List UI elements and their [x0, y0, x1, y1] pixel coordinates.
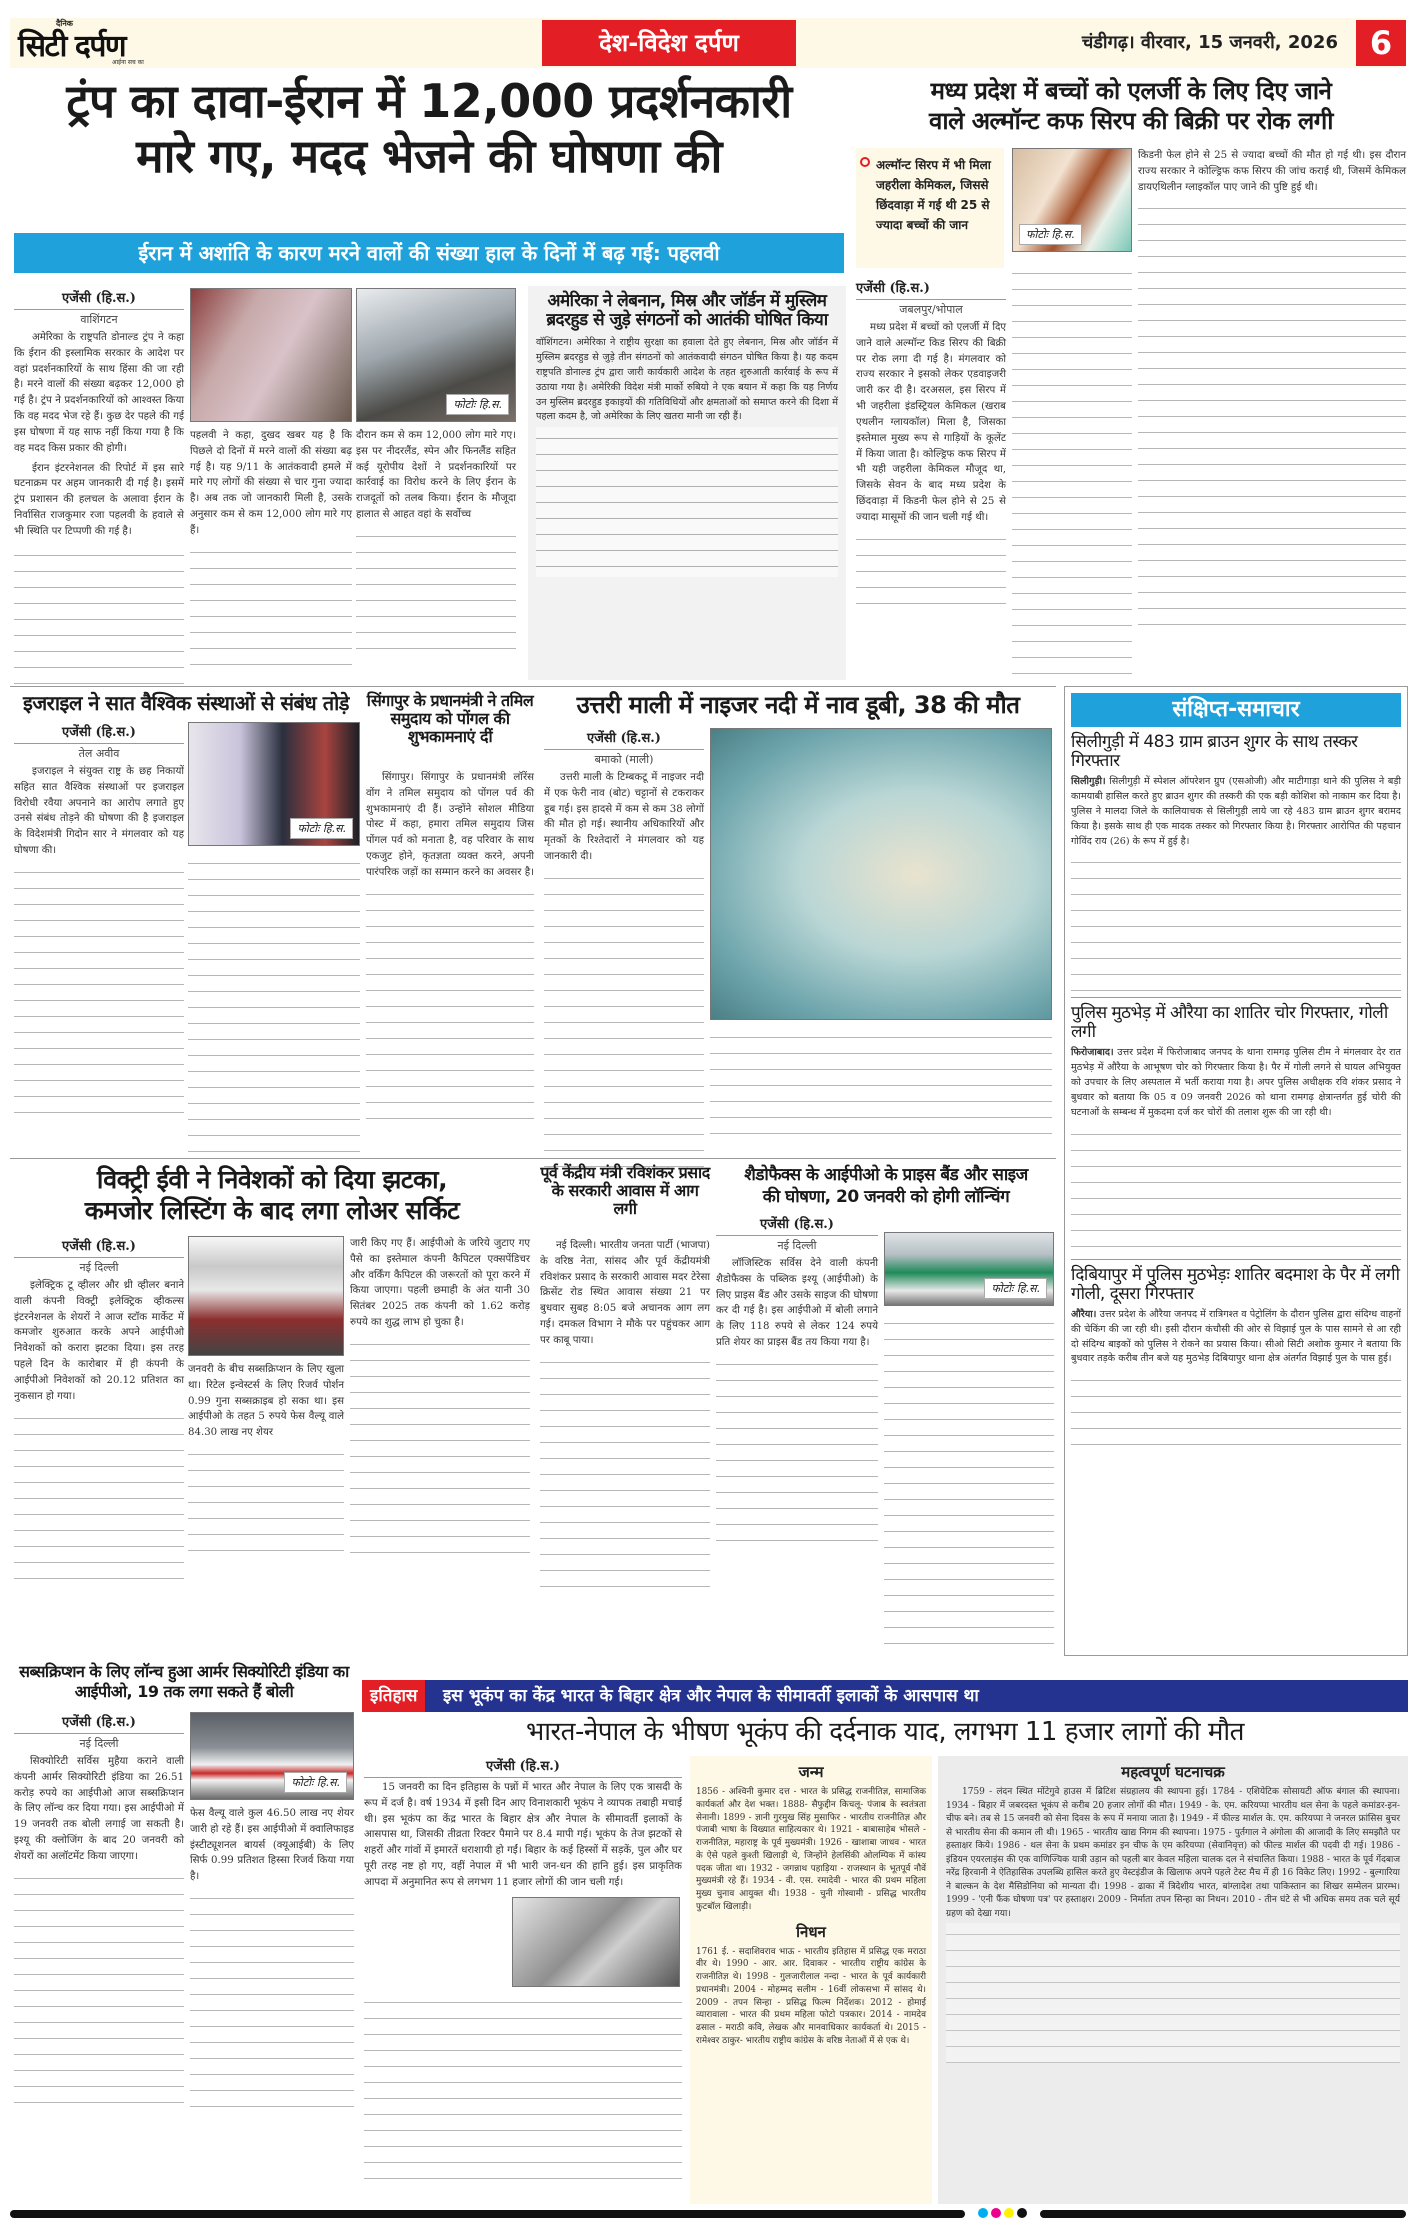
shadowfax-text: लॉजिस्टिक सर्विस देने वाली कंपनी शैडोफैक्स के पब्लिक इश्यू (आईपीओ) के लिए प्राइस बैंड और उसके साइज की घोषणा कर दी गई है। इस आईपीओ में बोली लगाने के लिए 118 रुपये से लेकर 124 रुपये प्रति शेयर का प्राइस बैंड तय किया गया है।: [716, 1258, 878, 1349]
lead-para-1: अमेरिका के राष्ट्रपति डोनाल्ड ट्रंप ने कहा कि ईरान की इस्लामिक सरकार के आदेश पर वहां प्रदर्शनकारियों के साथ हिंसा की जा रही है। मरने वालों की संख्या बढ़कर 12,000 हो गई है। ट्रंप ने प्रदर्शनकारियों को आश्वस्त किया कि वह मदद भेज रहे हैं। कुछ देर पहले की गई इस घोषणा में यह साफ नहीं किया गया है कि वह मदद किस प्रकार की होगी।: [14, 332, 184, 454]
story-dateline: नई दिल्ली: [79, 1261, 119, 1274]
yellow-dot-icon: [1004, 2208, 1014, 2218]
divider: [1071, 997, 1401, 998]
magenta-dot-icon: [991, 2208, 1001, 2218]
armour-col-2-text: फेस वैल्यू वाले कुल 46.50 लाख नए शेयर जारी हो रहे हैं। इस आईपीओ में क्वालिफाइड इंस्टीट्यूशनल बायर्स (क्यूआईबी) के लिए सिर्फ 0.99 प्रतिशत हिस्सा रिजर्व किया गया है।: [190, 1808, 354, 1883]
mali-continued: [544, 867, 704, 1167]
history-continued: [364, 1991, 682, 2191]
ravishankar-continued: [540, 1351, 710, 1601]
page-number: 6: [1356, 20, 1406, 66]
births-text: 1856 - अश्विनी कुमार दत्त - भारत के प्रसिद्ध राजनीतिज्ञ, सामाजिक कार्यकर्ता और देश भक्त। 1888- सैफुद्दीन किचलू- पंजाब के स्वतंत्रता सेनानी। 1899 - ज्ञानी गुरमुख सिंह मुसाफिर - भारतीय राजनीतिज्ञ और पंजाबी भाषा के विख्यात साहित्यकार थे। 1921 - बाबासाहेब भोसले - राजनीतिज्ञ, महाराष्ट्र के पूर्व मुख्यमंत्री। 1926 - खाशाबा जाधव - भारत के ऐसे पहले कुश्ती खिलाड़ी थे, जिन्होंने हेलसिंकी ओलम्पिक में कांस्य पदक जीता था। 1932 - जगन्नाथ पहाड़िया - राजस्थान के भूतपूर्व नौवें मुख्यमंत्री रहे हैं। 1934 - वी. एस. रमादेवी - भारत की प्रथम महिला मुख्य चुनाव आयुक्त थी। 1938 - चुनी गोस्वामी - प्रसिद्ध भारतीय फुटबॉल खिलाड़ी।: [696, 1787, 926, 1912]
agency-byline: एजेंसी (हि.स.): [716, 1214, 878, 1236]
victory-col-2-continued: [188, 1443, 344, 1563]
shadowfax-headline-line1: शैडोफैक्स के आईपीओ के प्राइस बैंड और साइज: [744, 1165, 1028, 1185]
lead-col-2-text: पहलवी ने कहा, दुखद खबर यह है कि पिछले दो दिनों में मरने वालों की संख्या बढ़ गई है। यह 9/11 के आतंकवादी हमले में मारे गए लोगों की संख्या से चार गुना ज्यादा है। अब तक जो जानकारी मिली है, उसके अनुसार कम से कम 12,000 लोग मारे गए हैं।: [190, 430, 352, 536]
brief-dateline: औरैया।: [1071, 1308, 1097, 1320]
story-dateline: नई दिल्ली: [777, 1239, 817, 1252]
cough-syrup-headline: [856, 76, 1406, 136]
divider: [10, 686, 1056, 687]
victory-headline: [14, 1164, 530, 1227]
brief-body: [1071, 1046, 1401, 1120]
brief-text: सिलीगुड़ी में स्पेशल ऑपरेशन ग्रुप (एसओजी) और माटीगाड़ा थाने की पुलिस ने बड़ी कामयाबी हासिल करते हुए ब्राउन शुगर की तस्करी की एक बड़ी कोशिश को नाकाम कर दिया है। पुलिस ने मालदा जिले के कालियाचक से सिलीगुड़ी लाये जा रहे 483 ग्राम ब्राउन शुगर बरामद किया है। इसके साथ ही एक मादक तस्कर को गिरफ्तार किया है। गिरफ्तार आरोपित की पहचान गोविंद राय (26) के रूप में हुई है।: [1071, 776, 1401, 847]
events-title: महत्वपूर्ण घटनाचक्र: [1121, 1763, 1225, 1781]
armour-col-1-text: सिक्योरिटी सर्विस मुहैया कराने वाली कंपनी आर्मर सिक्योरिटी इंडिया का 26.51 करोड़ रुपये का आईपीओ आज सब्सक्रिप्शन के लिए लॉन्च कर दिया गया। इस आईपीओ में 19 जनवरी तक बोली लगाई जा सकती है। इश्यू की क्लोजिंग के बाद 20 जनवरी को शेयरों का अलॉटमेंट किया जाएगा।: [14, 1756, 184, 1862]
agency-byline: एजेंसी (हि.स.): [14, 1712, 184, 1734]
brief-item: [1071, 733, 1401, 991]
lead-col-1: [14, 288, 184, 694]
victory-col-1: [14, 1236, 184, 1587]
logo-tagline: आईना सच का: [112, 59, 144, 66]
section-label: [542, 20, 796, 66]
briefs-title-text: संक्षिप्त-समाचार: [1172, 697, 1300, 722]
agency-byline: एजेंसी (हि.स.): [856, 278, 1006, 300]
lead-headline-line2: मारे गए, मदद भेजने की घोषणा की: [136, 129, 722, 184]
divider: [10, 1158, 1056, 1159]
history-text: 15 जनवरी का दिन इतिहास के पन्नों में भारत और नेपाल के लिए एक त्रासदी के रूप में दर्ज है। वर्ष 1934 में इसी दिन आए विनाशकारी भूकंप ने व्यापक तबाही मचाई थी। इस भूकंप का केंद्र भारत के बिहार क्षेत्र और नेपाल के सीमावर्ती इलाकों के आसपास था, जिसकी तीव्रता रिक्टर पैमाने पर 8.4 मापी गई। भूकंप के तेज झटकों से शहरों और गांवों में इमारतें धराशायी हो गईं। बिहार के कई हिस्सों में सड़कें, पुल और घर पूरी तरह नष्ट हो गए, वहीं नेपाल में भी भारी जन-धन की हानि हुई। इस प्राकृतिक आपदा में अनुमानित रूप से लगभग 11 हजार लोगों की जान चली गई।: [364, 1782, 682, 1888]
events-continued: [946, 1923, 1400, 2063]
agency-byline: एजेंसी (हि.स.): [14, 288, 184, 310]
shadowfax-trucks-photo: [884, 1232, 1054, 1306]
victory-erickshaw-photo: [188, 1236, 344, 1356]
lead-col-1-continued: [14, 544, 184, 694]
story-dateline: वाशिंगटन: [80, 313, 118, 326]
lead-col-3: [356, 428, 516, 655]
logo-small-label: दैनिक: [56, 19, 73, 28]
cough-syrup-col-1-text: मध्य प्रदेश में बच्चों को एलर्जी में दिए जाने वाले अल्मॉन्ट किड सिरप की बिक्री पर रोक लगा दी गई है। मंगलवार को राज्य सरकार ने इसको लेकर एडवाइजरी जारी कर दी है। दरअसल, इस सिरप में भी जहरीला इंडस्ट्रियल केमिकल (खराब एथलीन ग्लायकॉल) मिला है, जिसका इस्तेमाल मुख्य रूप से गाड़ियों के कूलेंट में किया जाता है। कोल्ड्रिफ कफ सिरप में भी यही जहरीला केमिकल मौजूद था, जिसके सेवन के बाद मध्य प्रदेश के छिंदवाड़ा में किडनी फेल होने से 25 से ज्यादा मासूमों की जान चली गई थी।: [856, 322, 1006, 523]
history-strap-text: इस भूकंप का केंद्र भारत के बिहार क्षेत्र और नेपाल के सीमावर्ती इलाकों के आसपास था: [442, 1686, 979, 1706]
armour-col-1-continued: [14, 1867, 184, 2117]
cough-syrup-col-3-text: किडनी फेल होने से 25 से ज्यादा बच्चों की मौत हो गई थी। इस दौरान राज्य सरकार ने कोल्ड्रिफ कफ सिरप की जांच कराई थी, जिसमें केमिकल डायएथिलीन ग्लाइकॉल पाए जाने की पुष्टि हुई थी।: [1138, 150, 1406, 193]
lead-col-2: [190, 428, 352, 671]
brief-body: [1071, 1308, 1401, 1367]
cyan-dot-icon: [978, 2208, 988, 2218]
cough-syrup-col-3: [1138, 148, 1406, 637]
section-label-text: देश-विदेश दर्पण: [599, 29, 739, 57]
mali-text: उत्तरी माली के टिम्बकटू में नाइजर नदी में एक फेरी नाव (बोट) चट्टानों से टकराकर डूब गई। इस हादसे में कम से कम 38 लोगों की मौत हो गई। स्थानीय अधिकारियों और मृतकों के रिश्तेदारों ने मंगलवार को यह जानकारी दी।: [544, 772, 704, 863]
lead-strap: [14, 233, 844, 273]
singapore-story: [366, 770, 534, 1133]
shadowfax-continued: [716, 1353, 878, 1553]
deaths-title: निधन: [796, 1922, 826, 1941]
israel-continued: [14, 861, 184, 1121]
history-strap: [362, 1680, 1408, 1712]
cough-syrup-highlight: [856, 148, 1004, 268]
divider: [1071, 1259, 1401, 1260]
cough-syrup-col-1-continued: [856, 528, 1006, 618]
cough-syrup-highlight-text: अल्मॉन्ट सिरप में भी मिला जहरीला केमिकल, जिससे छिंदवाड़ा में गई थी 25 से ज्यादा बच्चों की जान: [876, 158, 991, 232]
photo-credit: फोटोः हि.स.: [290, 818, 353, 839]
brief-text: उत्तर प्रदेश के औरैया जनपद में रात्रिगश्त व पेट्रोलिंग के दौरान पुलिस द्वारा संदिग्ध वाहनों की चेकिंग की जा रही थी। इसी दौरान कंचौसी की ओर से विझाई पुल के पास सामने से आ रही दो संदिग्ध बाइकों को पुलिस ने रोकने का प्रयास किया। सीओ सिटी अशोक कुमार ने बताया कि बुधवार तड़के करीब तीन बजे यह मुठभेड़ दिबियापुर थाना क्षेत्र अंतर्गत विझाई पुल के पास हुई।: [1071, 1308, 1401, 1365]
black-dot-icon: [1017, 2208, 1027, 2218]
photo-credit: फोटोः हि.स.: [984, 1278, 1047, 1299]
mali-col-1: [544, 728, 704, 1167]
lead-headline-line1: ट्रंप का दावा-ईरान में 12,000 प्रदर्शनकारी: [66, 74, 792, 128]
armour-col-2-continued: [190, 1887, 354, 2117]
brotherhood-headline: अमेरिका ने लेबनान, मिस्र और जॉर्डन में मुस्लिम ब्रदरहुड से जुड़े संगठनों को आतंकी घोषित किया: [546, 291, 828, 331]
brief-dateline: फिरोजाबाद।: [1071, 1047, 1114, 1059]
footer-bar-right: [1040, 2210, 1406, 2218]
mali-bottom-text: [710, 1026, 1052, 1146]
cough-syrup-col-2: [1012, 262, 1132, 682]
agency-byline: एजेंसी (हि.स.): [14, 722, 184, 744]
singapore-headline: सिंगापुर के प्रधानमंत्री ने तमिल समुदाय को पोंगल की शुभकामनाएं दीं: [366, 691, 534, 746]
story-dateline: नई दिल्ली: [79, 1737, 119, 1750]
masthead: [10, 18, 1406, 68]
photo-credit: फोटोः हि.स.: [1019, 224, 1082, 245]
story-dateline: तेल अवीव: [78, 747, 120, 760]
lead-col-3-continued: [356, 525, 516, 655]
victory-col-1-text: इलेक्ट्रिक टू व्हीलर और थ्री व्हीलर बनाने वाली कंपनी विक्ट्री इलेक्ट्रिक व्हीकल्स इंटरनेशनल के शेयरों ने आज स्टॉक मार्केट में कमजोर शुरुआत करके अपने आईपीओ निवेशकों को करारा झटका दिया। इस तरह पहले दिन के कारोबार में ही कंपनी के आईपीओ निवेशकों को 20.12 प्रतिशत का नुकसान हो गया।: [14, 1280, 184, 1402]
history-events: [938, 1756, 1408, 2204]
logo-text: सिटी दर्पण: [18, 29, 126, 64]
story-dateline: जबलपुर/भोपाल: [899, 303, 963, 316]
brotherhood-continued: [536, 427, 838, 577]
footer-bar-left: [10, 2210, 965, 2218]
cough-syrup-photo: [1012, 148, 1132, 252]
history-headline: भारत-नेपाल के भीषण भूकंप की दर्दनाक याद, लगभग 11 हजार लागों की मौत: [525, 1717, 1244, 1747]
singapore-continued: [366, 883, 534, 1133]
victory-col-3-text: जारी किए गए हैं। आईपीओ के जरिये जुटाए गए पैसे का इस्तेमाल कंपनी कैपिटल एक्सपेंडिचर और वर्किंग कैपिटल की जरूरतों को पूरा करने में किया जाएगा। पहली छमाही के अंत यानी 30 सितंबर 2025 तक कंपनी को 1.62 करोड़ रुपये का शुद्ध लाभ हो चुका है।: [350, 1238, 530, 1329]
ravishankar-text: नई दिल्ली। भारतीय जनता पार्टी (भाजपा) के वरिष्ठ नेता, सांसद और पूर्व केंद्रीयमंत्री रविशंकर प्रसाद के सरकारी आवास मदर टेरेसा क्रिसेंट रोड स्थित आवास संख्या 21 पर बुधवार सुबह 8:05 बजे अचानक आग लग गई। दमकल विभाग ने मौके पर पहुंचकर आग पर काबू पाया।: [540, 1240, 710, 1346]
shadowfax-headline: [716, 1164, 1056, 1208]
history-main-story: [364, 1756, 682, 2191]
lead-headline: [14, 74, 844, 184]
dateline-header: चंडीगढ़। वीरवार, 15 जनवरी, 2026: [1081, 32, 1338, 53]
israel-photo: [188, 722, 360, 846]
singapore-text: सिंगापुर। सिंगापुर के प्रधानमंत्री लॉरेंस वोंग ने तमिल समुदाय को पोंगल पर्व की शुभकामनाएं दी हैं। उन्होंने सोशल मीडिया पोस्ट में कहा, हमारा तमिल समुदाय जिस पोंगल पर्व को मनाता है, वह परिवार के साथ एकजुट होने, कृतज्ञता व्यक्त करने, अपनी पारंपरिक जड़ों का सम्मान करने का अवसर है।: [366, 772, 534, 878]
lead-para-2: ईरान इंटरनेशनल की रिपोर्ट में इस सारे घटनाक्रम पर अहम जानकारी दी गई है। इसमें ट्रंप प्रशासन की हलचल के अलावा ईरान के निर्वासित राजकुमार रजा पहलवी के हवाले से भी स्थिति पर टिप्पणी की गई है।: [14, 462, 184, 537]
history-tag: इतिहास: [362, 1680, 425, 1712]
story-dateline: बमाको (माली): [594, 753, 654, 766]
israel-col-2: [188, 852, 360, 1152]
armour-cars-photo: [190, 1712, 354, 1800]
shadowfax-headline-line2: की घोषणा, 20 जनवरी को होगी लॉन्चिंग: [762, 1187, 1010, 1208]
brotherhood-text: वॉशिंगटन। अमेरिका ने राष्ट्रीय सुरक्षा का हवाला देते हुए लेबनान, मिस्र और जॉर्डन में मुस्लिम ब्रदरहुड से जुड़े तीन संगठनों को आतंकवादी संगठन घोषित किया है। यह कदम राष्ट्रपति डोनाल्ड ट्रंप द्वारा जारी कार्यकारी आदेश के तहत शुरुआती कार्रवाई के रूप में उठाया गया है। अमेरिकी विदेश मंत्री मार्को रुबियो ने एक बयान में कहा कि यह निर्णय उन मुस्लिम ब्रदरहुड इकाइयों की गतिविधियों और क्षमताओं को समाप्त करने की दिशा में पहला कदम है, जो अमेरिका के लिए खतरा मानी जा रही हैं।: [536, 337, 838, 423]
cough-syrup-col-3-continued: [1138, 197, 1406, 637]
agency-byline: एजेंसी (हि.स.): [544, 728, 704, 750]
victory-headline-line2: कमजोर लिस्टिंग के बाद लगा लोअर सर्किट: [84, 1196, 460, 1226]
brief-continued: [1071, 1123, 1401, 1253]
shadowfax-col-2: [884, 1312, 1054, 1652]
brief-dateline: सिलीगुड़ी।: [1071, 776, 1106, 788]
photo-credit: फोटोः हि.स.: [284, 1772, 347, 1793]
brotherhood-story: [528, 286, 846, 680]
victory-col-1-continued: [14, 1407, 184, 1587]
cough-syrup-col-1: [856, 278, 1006, 618]
brief-item: [1071, 1266, 1401, 1460]
agency-byline: एजेंसी (हि.स.): [364, 1756, 682, 1778]
deaths-text: 1761 ई. - सदाशिवराव भाऊ - भारतीय इतिहास में प्रसिद्ध एक मराठा वीर थे। 1990 - आर. आर. दिवाकर - भारतीय राष्ट्रीय कांग्रेस के राजनीतिज्ञ थे। 1998 - गुलजारीलाल नन्दा - भारत के पूर्व कार्यकारी प्रधानमंत्री। 2004 - मोहम्मद सलीम - 16वीं लोकसभा में सांसद थे। 2009 - तपन सिन्हा - प्रसिद्ध फिल्म निर्देशक। 2012 - होमाई व्यारावाला - भारत की प्रथम महिला फोटो पत्रकार। 2014 - नामदेव ढसाल - मराठी कवि, लेखक और मानवाधिकार कार्यकर्ता थे। 2015 - रामेश्वर ठाकुर- भारतीय राष्ट्रीय कांग्रेस के वरिष्ठ नेताओं में से एक थे।: [696, 1946, 926, 2046]
lead-photo-right: [356, 288, 516, 422]
brief-headline: सिलीगुड़ी में 483 ग्राम ब्राउन शुगर के साथ तस्कर गिरफ्तार: [1071, 732, 1358, 772]
brief-body: [1071, 775, 1401, 849]
brief-continued: [1071, 1369, 1401, 1459]
lead-col-3-text: दौरान कम से कम 12,000 लोग मारे गए। इस पर नीदरलैंड, स्पेन और फिनलैंड सहित कई यूरोपीय देशों ने प्रदर्शनकारियों पर कार्रवाई का विरोध करने के लिए ईरान के राजदूतों को तलब किया। ईरान के मौजूदा हालात से आहत वहां के सर्वोच्च: [356, 430, 516, 521]
brief-headline: दिबियापुर में पुलिस मुठभेड़ः शातिर बदमाश के पैर में लगी गोली, दूसरा गिरफ्तार: [1071, 1264, 1400, 1304]
agency-byline: एजेंसी (हि.स.): [14, 1236, 184, 1258]
ravishankar-headline: पूर्व केंद्रीय मंत्री रविशंकर प्रसाद के सरकारी आवास में आग लगी: [540, 1163, 710, 1218]
cough-syrup-headline-line1: मध्य प्रदेश में बच्चों को एलर्जी के लिए दिए जाने: [930, 77, 1332, 105]
brief-item: [1071, 1004, 1401, 1252]
lead-photo-left: [190, 288, 352, 422]
photo-credit: फोटोः हि.स.: [446, 394, 509, 415]
footer-registration-bar: [10, 2208, 1406, 2220]
mali-headline: उत्तरी माली में नाइजर नदी में नाव डूबी, 38 की मौत: [576, 691, 1020, 719]
briefs-panel: [1064, 686, 1408, 1656]
victory-headline-line1: विक्ट्री ईवी ने निवेशकों को दिया झटका,: [96, 1165, 448, 1194]
mali-river-illustration: [710, 728, 1052, 1020]
newspaper-logo: [16, 18, 196, 68]
registration-dots: [978, 2208, 1027, 2218]
armour-col-1: [14, 1712, 184, 2117]
victory-col-2: [188, 1362, 344, 1563]
israel-col-1: [14, 722, 184, 1121]
israel-text: इजराइल ने संयुक्त राष्ट्र के छह निकायों सहित सात वैश्विक संस्थाओं पर इजराइल विरोधी रवैया अपनाने का आरोप लगाते हुए उनसे संबंध तोड़ने की घोषणा की है इजराइल के विदेशमंत्री गिदोन सार ने मंगलवार को यह घोषणा की।: [14, 766, 184, 857]
earthquake-archive-photo: [512, 1897, 680, 1987]
brief-text: उत्तर प्रदेश में फिरोजाबाद जनपद के थाना रामगढ़ पुलिस टीम ने मंगलवार देर रात मुठभेड़ में औरैया के आभूषण चोर को गिरफ्तार किया है। पैर में गोली लगने से घायल अभियुक्त को उपचार के लिए अस्पताल में भर्ती कराया गया है। अपर पुलिस अधीक्षक रवि शंकर प्रसाद ने बुधवार को बताया कि 05 व 09 जनवरी 2026 को थाना रामगढ़ क्षेत्रान्तर्गत हुई चोरी की घटनाओं के सम्बन्ध में मुकदमा दर्ज कर चोरों की तलाश शुरू की जा रही थी।: [1071, 1047, 1401, 1118]
bullet-ring-icon: [860, 157, 870, 167]
armour-col-2: [190, 1806, 354, 2117]
briefs-title: [1071, 693, 1401, 727]
victory-col-3: [350, 1236, 530, 1553]
lead-strap-text: ईरान में अशांति के कारण मरने वालों की संख्या हाल के दिनों में बढ़ गई: पहलवी: [138, 241, 720, 265]
armour-headline: सब्सक्रिप्शन के लिए लॉन्च हुआ आर्मर सिक्योरिटी इंडिया का आईपीओ, 19 तक लगा सकते हैं बोली: [19, 1662, 349, 1701]
cough-syrup-headline-line2: वाले अल्मॉन्ट कफ सिरप की बिक्री पर रोक लगी: [929, 107, 1333, 135]
ravishankar-story: [540, 1238, 710, 1601]
events-text: 1759 - लंदन स्थित मोंटेगुवे हाउस में ब्रिटिश संग्रहालय की स्थापना हुई। 1784 - एशियेटिक सोसायटी ऑफ बंगाल की स्थापना। 1934 - बिहार में जबरदस्त भूकंप से करीब 20 हजार लोगों की मौत। 1949 - के. एम. करियप्पा भारतीय थल सेना के पहले कमांडर-इन-चीफ बने। तब से 15 जनवरी को सेना दिवस के रूप में मनाया जाता है। 1949 - में फील्ड मार्शल के. एम. करियप्पा ने जनरल फ्रांसिस बुचर से भारतीय सेना की कमान ली थी। 1965 - भारतीय खाद्य निगम की स्थापना। 1975 - पुर्तगाल ने अंगोला की आजादी के लिए समझौते पर हस्ताक्षर किये। 1986 - थल सेना के प्रथम कमांडर इन चीफ के एम करियप्पा (सेवानिवृत्त) को फील्ड मार्शल की पदवी दी गई। 1986 - इंडियन एयरलाइंस की एक वाणिज्यिक यात्री उड़ान को पहली बार केवल महिला चालक दल ने संचालित किया। 1988 - भारत के पूर्व गेंदबाज नरेंद्र हिरवानी ने ऐतिहासिक उपलब्धि हासिल करते हुए वेस्टइंडीज के खिलाफ अपने पहले टेस्ट मैच में ही 16 विकेट लिए। 1992 - बुल्गारिया ने बाल्कन के देश मैसिडोनिया को मान्यता दी। 1998 - ढाका में त्रिदेशीय भारत, बांग्लादेश तथा पाकिस्तान का शिखर सम्मेलन प्रारम्भ। 1999 - 'एनी फैंक घोषणा पत्र' पर हस्ताक्षर। 2009 - निर्माता तपन सिन्हा का निधन। 2010 - तीन घंटे से भी अधिक समय तक चले सूर्य ग्रहण को देखा गया।: [946, 1787, 1400, 1919]
shadowfax-col-1: [716, 1214, 878, 1553]
victory-col-3-continued: [350, 1333, 530, 1553]
history-births-deaths: [690, 1756, 932, 2204]
victory-col-2-text: जनवरी के बीच सब्सक्रिप्शन के लिए खुला था। रिटेल इन्वेस्टर्स के लिए रिजर्व पोर्शन 0.99 गुना सब्सक्राइब हो सका था। इस आईपीओ के तहत 5 रुपये फेस वैल्यू वाले 84.30 लाख नए शेयर: [188, 1364, 344, 1439]
brief-continued: [1071, 851, 1401, 991]
births-title: जन्म: [798, 1763, 824, 1781]
lead-col-2-continued: [190, 541, 352, 671]
israel-headline: इजराइल ने सात वैश्विक संस्थाओं से संबंध तोड़े: [23, 691, 349, 715]
brief-headline: पुलिस मुठभेड़ में औरैया का शातिर चोर गिरफ्तार, गोली लगी: [1071, 1003, 1388, 1043]
